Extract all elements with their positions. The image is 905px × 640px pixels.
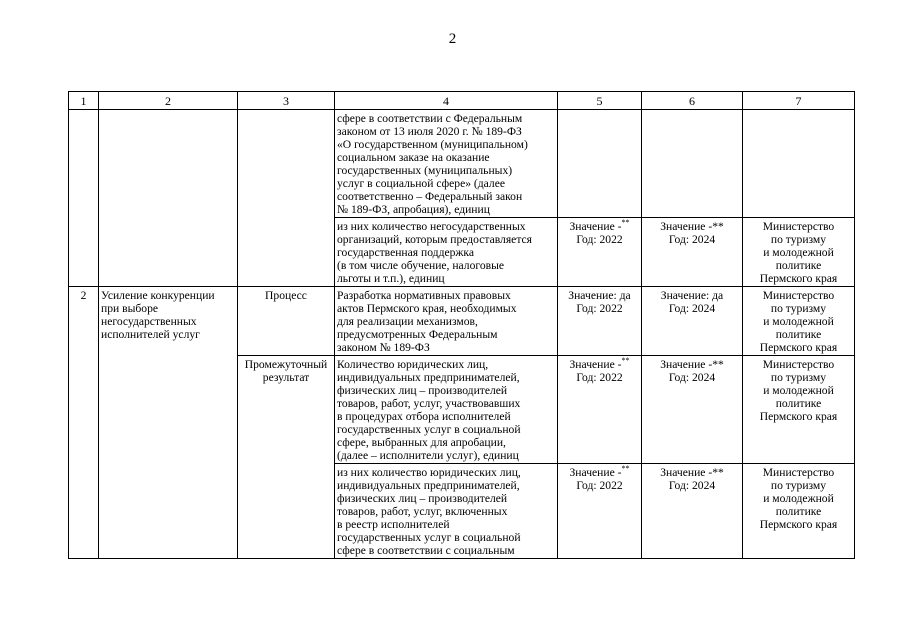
- target-value: [642, 287, 743, 356]
- cell-line: Год: 2022: [576, 371, 623, 384]
- cell-line: и молодежной: [763, 246, 834, 259]
- cell-line: Год: 2024: [668, 302, 716, 315]
- cell-line: Министерство: [762, 466, 835, 479]
- cell-line: для реализации механизмов,: [337, 315, 478, 328]
- cell-line: Значение -**: [569, 356, 630, 371]
- cell-line: Год: 2024: [668, 233, 716, 246]
- cell-line: (далее – исполнители услуг), единиц: [337, 449, 519, 462]
- cell-line: результат: [262, 371, 310, 384]
- cell-line: по туризму: [770, 302, 827, 315]
- cell-line: политике: [775, 397, 822, 410]
- row-number: [69, 110, 99, 218]
- cell-line: политике: [775, 259, 822, 272]
- cell-line: государственных услуг в социальной: [337, 531, 521, 544]
- indicator-text: [335, 287, 558, 356]
- target-value: [642, 110, 743, 218]
- cell-line: Количество юридических лиц,: [337, 358, 489, 371]
- cell-line: из них количество негосударственных: [337, 220, 526, 233]
- cell-line: сфере в соответствии с социальным: [337, 544, 515, 557]
- column-header: 4: [335, 92, 558, 110]
- cell-line: и молодежной: [763, 384, 834, 397]
- cell-line: и молодежной: [763, 315, 834, 328]
- header-row: [69, 92, 855, 110]
- cell-line: Пермского края: [759, 341, 838, 354]
- indicator-type: [238, 110, 335, 218]
- cell-line: и молодежной: [763, 492, 834, 505]
- cell-line: Значение: да: [568, 289, 631, 302]
- responsible-body: [743, 110, 855, 218]
- cell-line: политике: [775, 505, 822, 518]
- cell-line: Процесс: [265, 289, 307, 302]
- cell-line: льготы и т.п.), единиц: [337, 272, 445, 285]
- indicator-text: [335, 218, 558, 287]
- cell-line: индивидуальных предпринимателей,: [337, 479, 520, 492]
- column-header: 2: [99, 92, 238, 110]
- responsible-body: [743, 287, 855, 356]
- cell-line: из них количество юридических лиц,: [337, 466, 521, 479]
- cell-line: организаций, которым предоставляется: [337, 233, 533, 246]
- cell-line: негосударственных: [101, 315, 197, 328]
- cell-line: Пермского края: [759, 518, 838, 531]
- cell-line: Значение -**: [569, 464, 630, 479]
- indicator-text: [335, 356, 558, 464]
- row-number: [69, 218, 99, 287]
- row-number: 2: [69, 287, 99, 559]
- task-name: [99, 287, 238, 559]
- indicator-text: [335, 110, 558, 218]
- cell-line: товаров, работ, услуг, участвовавших: [337, 397, 521, 410]
- cell-line: Пермского края: [759, 272, 838, 285]
- cell-line: государственных (муниципальных): [337, 164, 513, 177]
- cell-line: по туризму: [770, 479, 827, 492]
- cell-line: услуг в социальной сфере» (далее: [337, 177, 505, 190]
- cell-line: товаров, работ, услуг, включенных: [337, 505, 508, 518]
- cell-line: Год: 2024: [668, 371, 716, 384]
- cell-line: сфере в соответствии с Федеральным: [337, 112, 523, 125]
- column-header: 5: [558, 92, 642, 110]
- cell-line: Год: 2024: [668, 479, 716, 492]
- cell-line: в реестр исполнителей: [337, 518, 450, 531]
- cell-line: Значение -**: [660, 358, 724, 371]
- column-header: 6: [642, 92, 743, 110]
- responsible-body: [743, 356, 855, 464]
- target-value: [642, 218, 743, 287]
- cell-line: Министерство: [762, 289, 835, 302]
- cell-line: государственных услуг в социальной: [337, 423, 521, 436]
- base-value: [558, 356, 642, 464]
- column-header: 3: [238, 92, 335, 110]
- base-value: [558, 287, 642, 356]
- cell-line: по туризму: [770, 371, 827, 384]
- cell-line: «О государственном (муниципальном): [337, 138, 528, 151]
- cell-line: индивидуальных предпринимателей,: [337, 371, 520, 384]
- cell-line: сфере, выбранных для апробации,: [337, 436, 506, 449]
- column-header: 1: [69, 92, 99, 110]
- cell-line: Усиление конкуренции: [101, 289, 215, 302]
- cell-line: Министерство: [762, 220, 835, 233]
- cell-line: в процедурах отбора исполнителей: [337, 410, 511, 423]
- cell-line: при выборе: [101, 302, 159, 315]
- cell-line: № 189-ФЗ, апробация), единиц: [337, 203, 490, 216]
- cell-line: физических лиц – производителей: [337, 492, 508, 505]
- column-header: 7: [743, 92, 855, 110]
- cell-line: (в том числе обучение, налоговые: [337, 259, 505, 272]
- cell-line: Значение: да: [660, 289, 724, 302]
- plan-table: [68, 91, 855, 559]
- cell-line: Год: 2022: [576, 302, 623, 315]
- cell-line: Пермского края: [759, 410, 838, 423]
- footnote-mark: **: [621, 464, 630, 474]
- cell-line: Значение -**: [660, 466, 724, 479]
- indicator-type: [238, 287, 335, 356]
- target-value: [642, 464, 743, 559]
- responsible-body: [743, 218, 855, 287]
- responsible-body: [743, 464, 855, 559]
- cell-line: социальном заказе на оказание: [337, 151, 490, 164]
- indicator-text: [335, 464, 558, 559]
- cell-line: исполнителей услуг: [101, 328, 200, 341]
- footnote-mark: **: [621, 218, 630, 228]
- cell-line: законом № 189-ФЗ: [337, 341, 430, 354]
- page-number: 2: [448, 31, 457, 47]
- cell-line: по туризму: [770, 233, 827, 246]
- base-value: [558, 110, 642, 218]
- cell-line: Год: 2022: [576, 233, 623, 246]
- cell-line: Значение -**: [569, 218, 630, 233]
- cell-line: соответственно – Федеральный закон: [337, 190, 523, 203]
- cell-line: Министерство: [762, 358, 835, 371]
- footnote-mark: **: [621, 356, 630, 366]
- base-value: [558, 218, 642, 287]
- base-value: [558, 464, 642, 559]
- cell-line: Промежуточный: [244, 358, 328, 371]
- target-value: [642, 356, 743, 464]
- cell-line: физических лиц – производителей: [337, 384, 508, 397]
- cell-line: законом от 13 июля 2020 г. № 189-ФЗ: [337, 125, 522, 138]
- task-name: [99, 218, 238, 287]
- cell-line: Значение -**: [660, 220, 724, 233]
- cell-line: актов Пермского края, необходимых: [337, 302, 517, 315]
- table-row: [69, 110, 855, 218]
- cell-line: государственная поддержка: [337, 246, 475, 259]
- table-row: [69, 287, 855, 356]
- cell-line: политике: [775, 328, 822, 341]
- table-row: [69, 218, 855, 287]
- indicator-type: [238, 356, 335, 559]
- indicator-type: [238, 218, 335, 287]
- cell-line: предусмотренных Федеральным: [337, 328, 498, 341]
- cell-line: Год: 2022: [576, 479, 623, 492]
- task-name: [99, 110, 238, 218]
- cell-line: Разработка нормативных правовых: [337, 289, 511, 302]
